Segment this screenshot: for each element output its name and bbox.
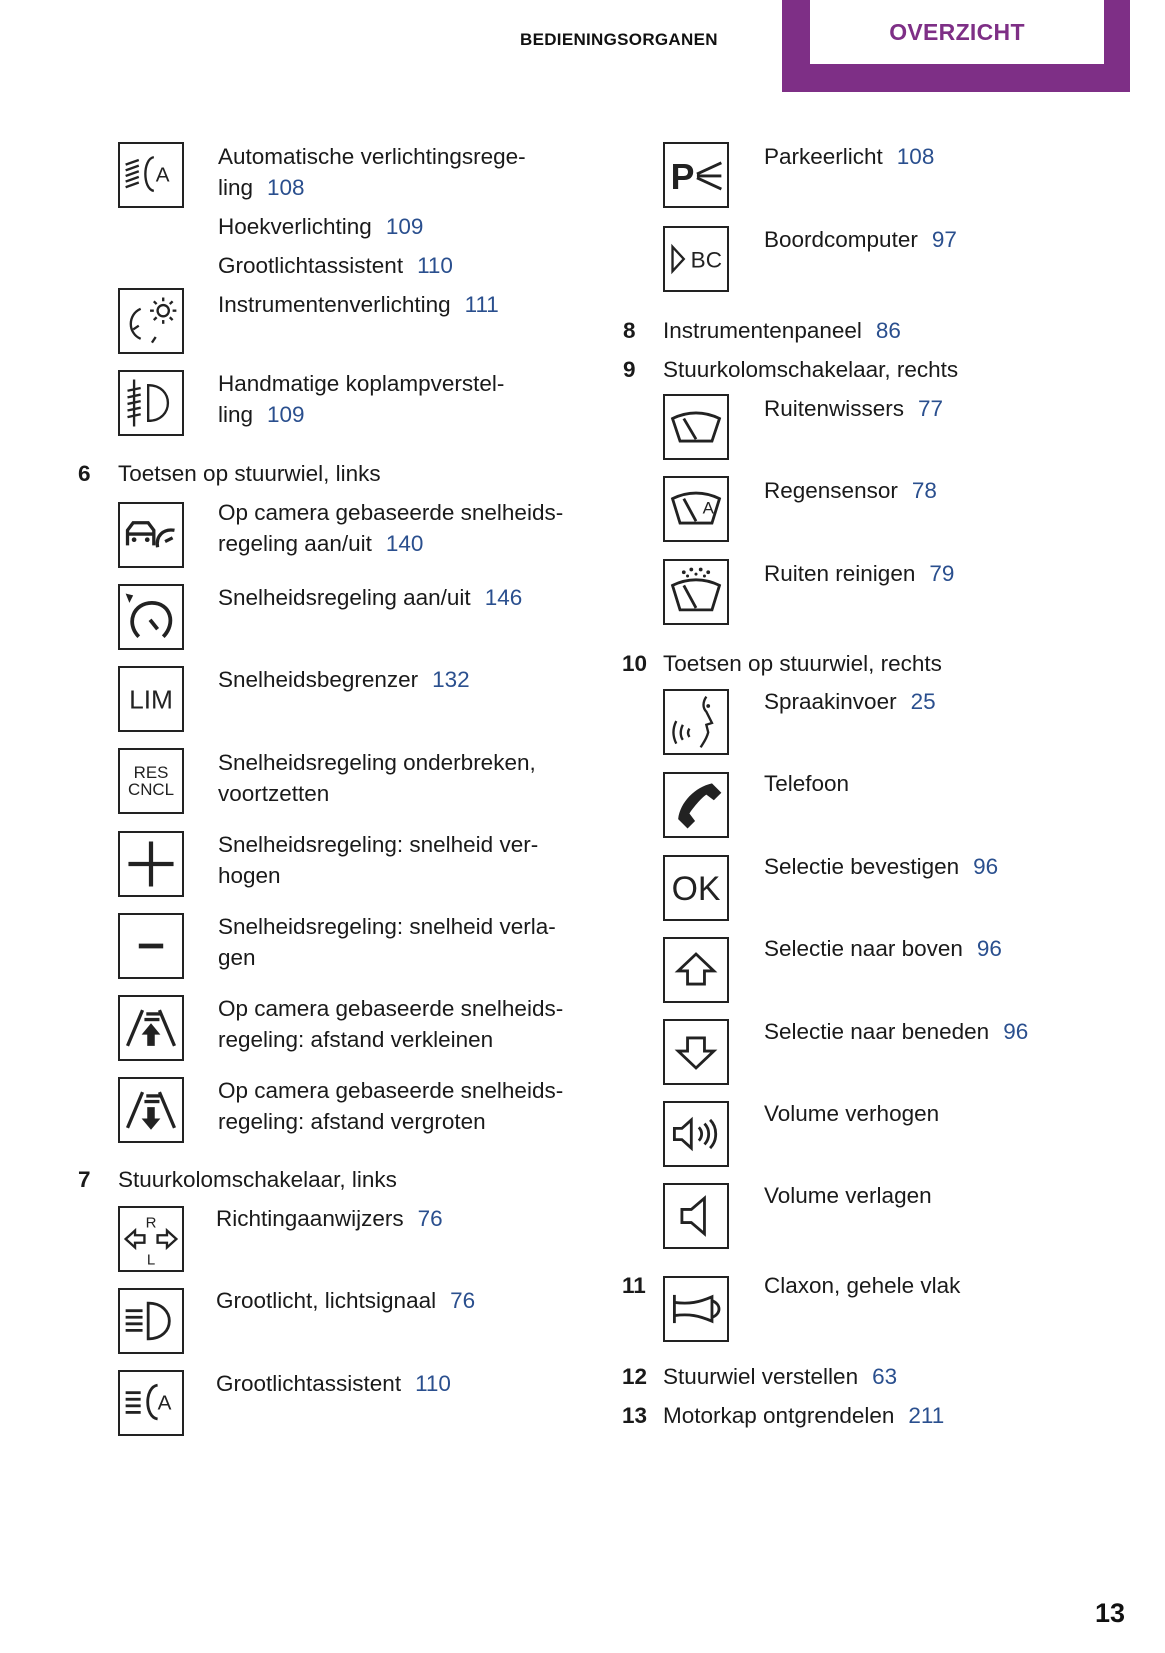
distance-decrease-label-1: Op camera gebaseerde snelheids- [218, 996, 564, 1021]
section-13-title: Motorkap ontgrendelen [663, 1403, 895, 1428]
section-12-title: Stuurwiel verstellen [663, 1364, 859, 1389]
high-beam-assist-2-page[interactable]: 110 [415, 1371, 451, 1396]
svg-text:LIM: LIM [129, 684, 173, 715]
confirm-selection-label: Selectie bevestigen [764, 854, 960, 879]
instrument-lighting-page[interactable]: 111 [464, 292, 499, 317]
svg-text:CNCL: CNCL [128, 780, 174, 800]
instrument-lighting-icon [118, 288, 184, 354]
wiper-icon [663, 394, 729, 460]
distance-increase-label-1: Op camera gebaseerde snelheids- [218, 1078, 564, 1103]
rain-sensor-icon [663, 476, 729, 542]
speed-increase-label-1: Snelheidsregeling: snelheid ver- [218, 832, 539, 857]
phone-icon[interactable] [663, 772, 729, 838]
headlamp-adjust-label-1: Handmatige koplampverstel- [218, 371, 505, 396]
parking-light-label: Parkeerlicht [764, 144, 883, 169]
volume-down-label: Volume verlagen [764, 1183, 932, 1208]
section-13-page[interactable]: 211 [908, 1403, 945, 1428]
parking-light-page[interactable]: 108 [896, 144, 935, 169]
page-number: 13 [1094, 1598, 1125, 1628]
res-cncl-label-2: voortzetten [218, 781, 330, 806]
turn-signal-icon [118, 1206, 184, 1272]
res-cncl-icon[interactable] [118, 748, 184, 814]
section-6-number: 6 [78, 461, 91, 486]
horn-icon [663, 1276, 729, 1342]
section-6-title: Toetsen op stuurwiel, links [118, 461, 381, 486]
high-beam-assist-label: Grootlichtassistent [218, 253, 404, 278]
washer-label: Ruiten reinigen [764, 561, 916, 586]
section-10-title: Toetsen op stuurwiel, rechts [663, 651, 942, 676]
board-computer-page[interactable]: 97 [931, 227, 957, 252]
speed-increase-label-2: hogen [218, 863, 281, 888]
plus-icon[interactable] [118, 831, 184, 897]
parking-light-icon [663, 142, 729, 208]
wiper-page[interactable]: 77 [918, 396, 944, 421]
cruise-control-label: Snelheidsregeling aan/uit [218, 585, 471, 610]
camera-cruise-label-2: regeling aan/uit [218, 531, 372, 556]
high-beam-label: Grootlicht, lichtsignaal [216, 1288, 437, 1313]
header-tab-label: OVERZICHT [889, 18, 1025, 45]
headlamp-adjust-page[interactable]: 109 [267, 402, 305, 427]
speed-decrease-label-2: gen [218, 945, 256, 970]
cruise-control-icon[interactable] [118, 584, 184, 650]
wiper-label: Ruitenwissers [764, 396, 905, 421]
voice-command-label: Spraakinvoer [764, 689, 897, 714]
auto-light-label-2: ling [218, 175, 254, 200]
turn-signal-label: Richtingaanwijzers [216, 1206, 404, 1231]
high-beam-page[interactable]: 76 [450, 1288, 476, 1313]
section-8-page[interactable]: 86 [875, 318, 901, 343]
section-12-number: 12 [622, 1364, 648, 1389]
svg-text:OK: OK [671, 870, 721, 909]
section-8-number: 8 [623, 318, 636, 343]
horn-label: Claxon, gehele vlak [764, 1273, 961, 1298]
rain-sensor-page[interactable]: 78 [911, 478, 937, 503]
section-7-number: 7 [78, 1167, 91, 1192]
cruise-control-page[interactable]: 146 [484, 585, 523, 610]
high-beam-icon [118, 1288, 184, 1354]
distance-increase-icon[interactable] [118, 1077, 184, 1143]
voice-command-page[interactable]: 25 [910, 689, 936, 714]
section-7-title: Stuurkolomschakelaar, links [118, 1167, 397, 1192]
washer-icon [663, 559, 729, 625]
distance-decrease-label-2: regeling: afstand verkleinen [218, 1027, 494, 1052]
arrow-down-icon[interactable] [663, 1019, 729, 1085]
high-beam-assist-2-label: Grootlichtassistent [216, 1371, 402, 1396]
svg-text:A: A [157, 1391, 172, 1415]
high-beam-assist-page[interactable]: 110 [417, 253, 453, 278]
speed-limiter-page[interactable]: 132 [432, 667, 470, 692]
camera-cruise-icon[interactable] [118, 502, 184, 568]
select-down-page[interactable]: 96 [1003, 1019, 1029, 1044]
svg-text:RES: RES [133, 763, 169, 783]
camera-cruise-label-1: Op camera gebaseerde snelheids- [218, 500, 564, 525]
header-section-title: BEDIENINGSORGANEN [520, 30, 718, 49]
select-down-label: Selectie naar beneden [764, 1019, 990, 1044]
volume-up-icon[interactable] [663, 1101, 729, 1167]
section-12-page[interactable]: 63 [872, 1364, 898, 1389]
instrument-lighting-label: Instrumentenverlichting [218, 292, 451, 317]
select-up-page[interactable]: 96 [976, 936, 1002, 961]
svg-text:A: A [155, 163, 170, 187]
section-13-number: 13 [622, 1403, 648, 1428]
section-11-number: 11 [622, 1273, 646, 1298]
distance-decrease-icon[interactable] [118, 995, 184, 1061]
rain-sensor-label: Regensensor [764, 478, 898, 503]
speed-decrease-label-1: Snelheidsregeling: snelheid verla- [218, 914, 556, 939]
volume-down-icon[interactable] [663, 1183, 729, 1249]
res-cncl-label-1: Snelheidsregeling onderbreken, [218, 750, 536, 775]
svg-text:A: A [702, 498, 714, 518]
camera-cruise-page[interactable]: 140 [385, 531, 424, 556]
headlamp-adjust-label-2: ling [218, 402, 254, 427]
section-10-number: 10 [622, 651, 648, 676]
auto-light-page[interactable]: 108 [267, 175, 305, 200]
svg-text:BC: BC [690, 247, 722, 273]
select-up-label: Selectie naar boven [764, 936, 963, 961]
section-9-title: Stuurkolomschakelaar, rechts [663, 357, 959, 382]
washer-page[interactable]: 79 [929, 561, 955, 586]
minus-icon[interactable] [118, 913, 184, 979]
speed-limiter-label: Snelheidsbegrenzer [218, 667, 419, 692]
ok-button-icon[interactable] [663, 855, 729, 921]
high-beam-assist-icon [118, 1370, 184, 1436]
svg-text:R: R [145, 1214, 157, 1232]
header-tab [782, 0, 1130, 92]
board-computer-icon[interactable] [663, 226, 729, 292]
headlamp-range-icon [118, 370, 184, 436]
svg-text:P: P [670, 157, 695, 198]
auto-light-label-1: Automatische verlichtingsrege- [218, 144, 526, 169]
auto-light-icon [118, 142, 184, 208]
phone-label: Telefoon [764, 771, 850, 796]
voice-command-icon[interactable] [663, 689, 729, 755]
arrow-up-icon[interactable] [663, 937, 729, 1003]
speed-limiter-lim-icon[interactable] [118, 666, 184, 732]
section-9-number: 9 [623, 357, 636, 382]
board-computer-label: Boordcomputer [764, 227, 918, 252]
corner-light-label: Hoekverlichting [218, 214, 372, 239]
section-8-title: Instrumentenpaneel [663, 318, 862, 343]
turn-signal-page[interactable]: 76 [417, 1206, 443, 1231]
corner-light-page[interactable]: 109 [385, 214, 424, 239]
distance-increase-label-2: regeling: afstand vergroten [218, 1109, 486, 1134]
svg-text:L: L [146, 1251, 156, 1269]
volume-up-label: Volume verhogen [764, 1101, 940, 1126]
confirm-selection-page[interactable]: 96 [973, 854, 999, 879]
